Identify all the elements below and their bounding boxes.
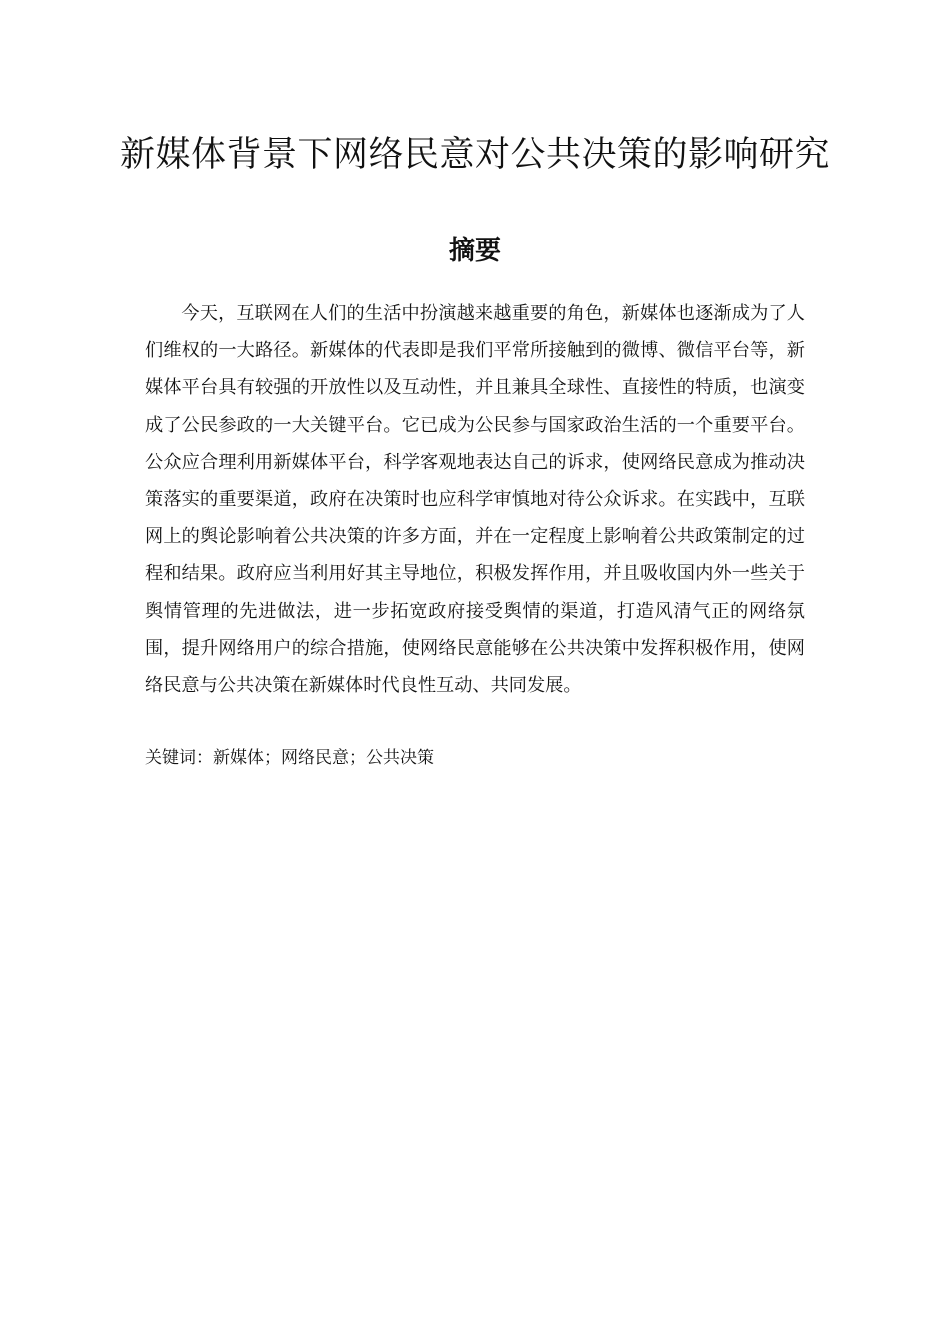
abstract-paragraph: 今天，互联网在人们的生活中扮演越来越重要的角色，新媒体也逐渐成为了人们维权的一大路径。新媒体的代表即是我们平常所接触到的微博、微信平台等，新媒体平台具有较强的开放性以及互动性，并且兼具全球性、直接性的特质，也演变成了公民参政的一大关键平台。它已成为公民参与国家政治生活的一个重要平台。公众应合理利用新媒体平台，科学客观地表达自己的诉求，使网络民意成为推动决策落实的重要渠道，政府在决策时也应科学审慎地对待公众诉求。在实践中，互联网上的舆论影响着公共决策的许多方面，并在一定程度上影响着公共政策制定的过程和结果。政府应当利用好其主导地位，积极发挥作用，并且吸收国内外一些关于舆情管理的先进做法，进一步拓宽政府接受舆情的渠道，打造风清气正的网络氛围，提升网络用户的综合措施，使网络民意能够在公共决策中发挥积极作用，使网络民意与公共决策在新媒体时代良性互动、共同发展。 (145, 303, 805, 697)
document-title: 新媒体背景下网络民意对公共决策的影响研究 (120, 135, 831, 175)
keywords-line: 关键词：新媒体；网络民意；公共决策 (145, 748, 434, 768)
abstract-heading: 摘要 (448, 236, 501, 266)
